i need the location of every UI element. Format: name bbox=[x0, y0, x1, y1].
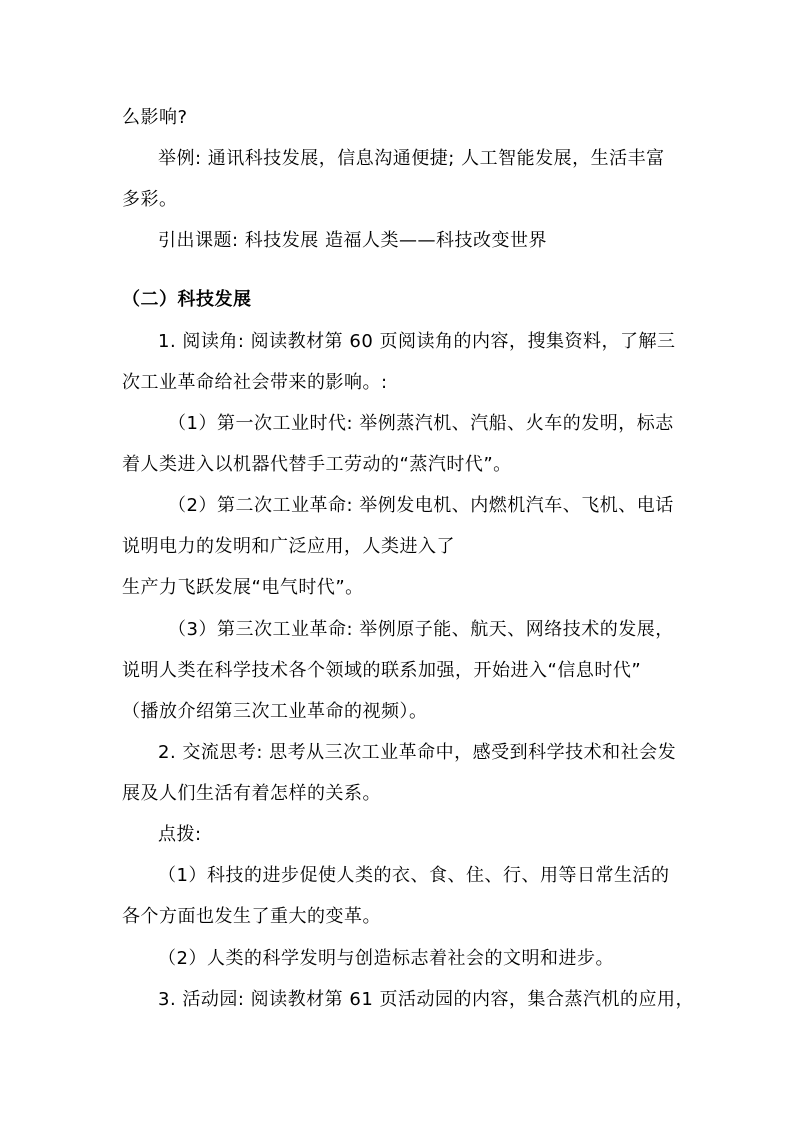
text-line-17: 展及人们生活有着怎样的关系。 bbox=[122, 783, 381, 804]
text-line-12: 生产力飞跃发展“电气时代”。 bbox=[122, 577, 364, 598]
text-line-10: （2）第二次工业革命: 举例发电机、内燃机汽车、飞机、电话 bbox=[168, 495, 674, 516]
text-line-9: 着人类进入以机器代替手工劳动的“蒸汽时代”。 bbox=[122, 454, 512, 475]
text-line-16: 2. 交流思考: 思考从三次工业革命中，感受到科学技术和社会发 bbox=[158, 742, 677, 763]
text-line-8: （1）第一次工业时代: 举例蒸汽机、汽船、火车的发明，标志 bbox=[168, 413, 674, 434]
text-line-14: 说明人类在科学技术各个领域的联系加强，开始进入“信息时代” bbox=[122, 660, 642, 681]
text-line-7: 次工业革命给社会带来的影响。: bbox=[122, 372, 388, 393]
text-line-1: 么影响? bbox=[122, 107, 188, 128]
text-line-4: 引出课题: 科技发展 造福人类——科技改变世界 bbox=[158, 230, 548, 251]
text-line-3: 多彩。 bbox=[122, 189, 178, 210]
text-line-11: 说明电力的发明和广泛应用，人类进入了 bbox=[122, 536, 455, 557]
text-line-18: 点拨: bbox=[158, 824, 202, 845]
text-line-22: 3. 活动园: 阅读教材第 61 页活动园的内容，集合蒸汽机的应用， bbox=[158, 989, 695, 1010]
text-line-6: 1. 阅读角: 阅读教材第 60 页阅读角的内容，搜集资料，了解三 bbox=[158, 331, 676, 352]
section-heading: （二）科技发展 bbox=[122, 289, 252, 310]
text-line-2: 举例: 通讯科技发展，信息沟通便捷; 人工智能发展，生活丰富 bbox=[158, 148, 665, 169]
text-line-19: （1）科技的进步促使人类的衣、食、住、行、用等日常生活的 bbox=[158, 865, 670, 886]
text-line-15: （播放介绍第三次工业革命的视频）。 bbox=[122, 701, 428, 722]
text-line-20: 各个方面也发生了重大的变革。 bbox=[122, 906, 381, 927]
text-line-13: （3）第三次工业革命: 举例原子能、航天、网络技术的发展， bbox=[168, 619, 674, 640]
text-line-21: （2）人类的科学发明与创造标志着社会的文明和进步。 bbox=[158, 948, 614, 969]
